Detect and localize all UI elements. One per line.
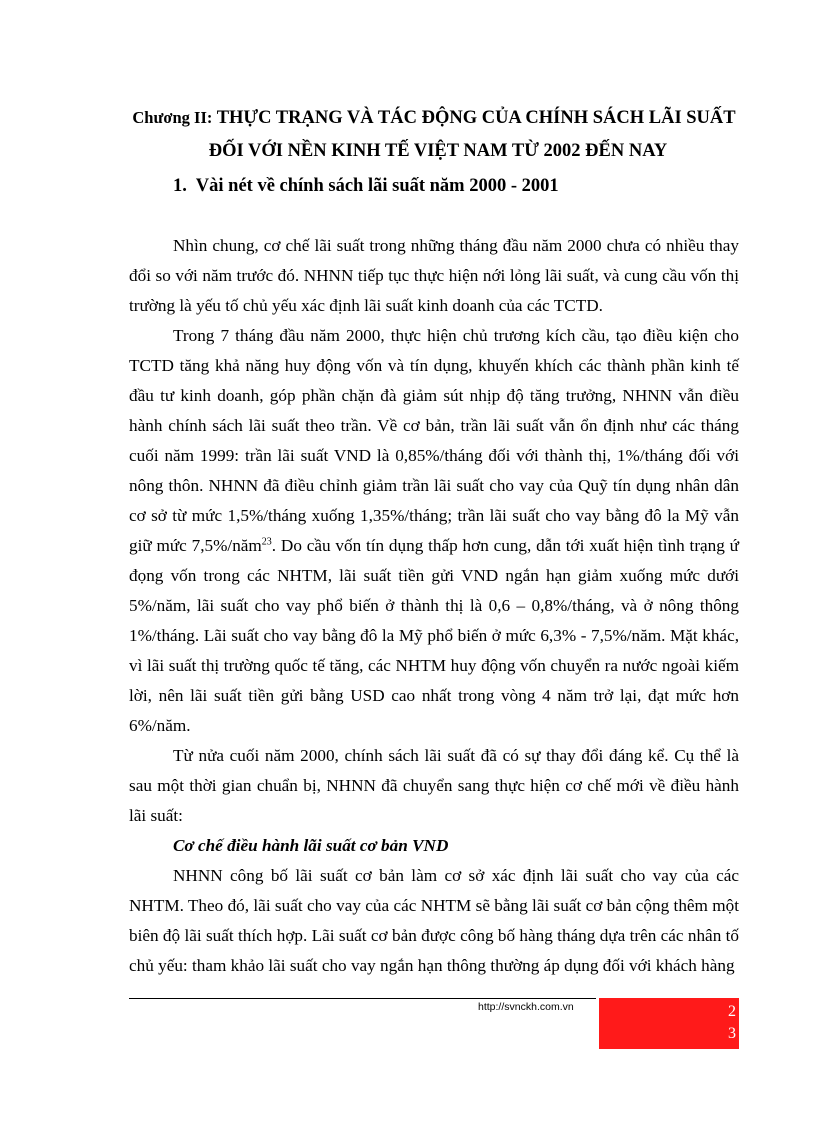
section-heading [173,171,559,201]
page-number-digit-2: 3 [728,1025,736,1042]
body-text [129,231,739,981]
paragraph-2-part-b: . Do cầu vốn tín dụng thấp hơn cung, dẫn tới xuất hiện tình trạng ứ đọng vốn trong các NHTM, lãi suất tiền gửi VND ngắn hạn giảm xuống mức dưới 5%/năm, lãi suất cho vay phổ biến ở thành thị là 0,6 – 0,8%/tháng, và ở nông thông 1%/tháng. Lãi suất cho vay bằng đô la Mỹ phổ biến ở mức 6,3% - 7,5%/năm. Mặt khác, vì lãi suất thị trường quốc tế tăng, các NHTM huy động vốn chuyển ra nước ngoài kiếm lời, nên lãi suất tiền gửi bằng USD cao nhất trong vòng 4 năm trở lại, đạt mức hơn 6%/năm. [129,536,739,735]
chapter-title-text-1: THỰC TRẠNG VÀ TÁC ĐỘNG CỦA CHÍNH SÁCH LÃI SUẤT [216,108,736,128]
chapter-title-line-2: ĐỐI VỚI NỀN KINH TẾ VIỆT NAM TỪ 2002 ĐẾN NAY [208,141,668,161]
section-number: 1. [173,176,187,196]
footnote-ref-23[interactable]: 23 [261,536,272,548]
chapter-label: Chương II: [132,108,213,127]
chapter-title [0,101,816,168]
paragraph-2-part-a: Trong 7 tháng đầu năm 2000, thực hiện chủ trương kích cầu, tạo điều kiện cho TCTD tăng khả năng huy động vốn và tín dụng, khuyến khích các thành phần kinh tế đầu tư kinh doanh, góp phần chặn đà giảm sút nhịp độ tăng trưởng, NHNN vẫn điều hành chính sách lãi suất theo trần. Về cơ bản, trần lãi suất vẫn ổn định như các tháng cuối năm 1999: trần lãi suất VND là 0,85%/tháng đối với thành thị, 1%/tháng đối với nông thôn. NHNN đã điều chỉnh giảm trần lãi suất cho vay của Quỹ tín dụng nhân dân cơ sở từ mức 1,5%/tháng xuống 1,35%/tháng; trần lãi suất cho vay bằng đô la Mỹ vẫn giữ mức 7,5%/năm [129,326,739,555]
subheading: Cơ chế điều hành lãi suất cơ bản VND [173,836,449,855]
footer-url[interactable]: http://svnckh.com.vn [478,1001,574,1013]
paragraph-1: Nhìn chung, cơ chế lãi suất trong những tháng đầu năm 2000 chưa có nhiều thay đổi so với năm trước đó. NHNN tiếp tục thực hiện nới lỏng lãi suất, và cung cầu vốn thị trường là yếu tố chủ yếu xác định lãi suất kinh doanh của các TCTD. [129,236,739,315]
footer-rule [129,998,596,999]
chapter-title-line-1 [0,101,816,135]
paragraph-3: Từ nửa cuối năm 2000, chính sách lãi suất đã có sự thay đổi đáng kể. Cụ thể là sau một thời gian chuẩn bị, NHNN đã chuyển sang thực hiện cơ chế mới về điều hành lãi suất: [129,746,739,825]
page-number-digit-1: 2 [728,1003,736,1020]
page-number-box [599,998,739,1049]
paragraph-4: NHNN công bố lãi suất cơ bản làm cơ sở xác định lãi suất cho vay của các NHTM. Theo đó, lãi suất cho vay của các NHTM sẽ bằng lãi suất cơ bản cộng thêm một biên độ lãi suất thích hợp. Lãi suất cơ bản được công bố hàng tháng dựa trên các nhân tố chủ yếu: tham khảo lãi suất cho vay ngắn hạn thông thường áp dụng đối với khách hàng [129,866,739,975]
section-heading-text: Vài nét về chính sách lãi suất năm 2000 - 2001 [195,176,559,196]
paragraph-2 [129,321,739,741]
